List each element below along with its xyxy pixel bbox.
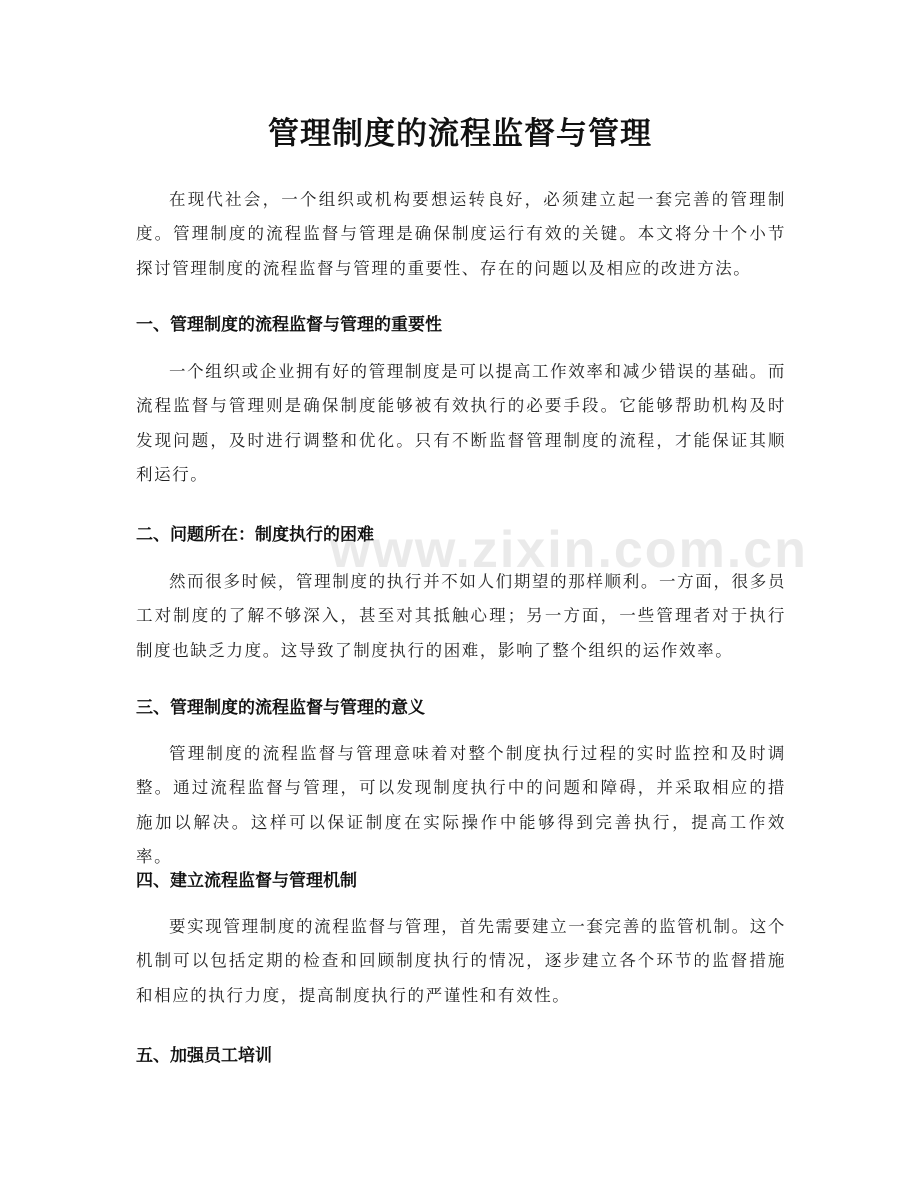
section-1-heading: 一、管理制度的流程监督与管理的重要性 <box>136 315 442 335</box>
section-2-heading: 二、问题所在：制度执行的困难 <box>136 525 374 545</box>
document-title: 管理制度的流程监督与管理 <box>268 116 652 152</box>
watermark: www.zixin.com.cn <box>330 521 808 579</box>
section-4-heading: 四、建立流程监督与管理机制 <box>136 871 357 891</box>
section-5-heading: 五、加强员工培训 <box>136 1046 272 1066</box>
intro-paragraph: 在现代社会，一个组织或机构要想运转良好，必须建立起一套完善的管理制度。管理制度的流程监督与管理是确保制度运行有效的关键。本文将分十个小节探讨管理制度的流程监督与管理的重要性、存在的问题以及相应的改进方法。 <box>136 190 786 278</box>
section-1-paragraph: 一个组织或企业拥有好的管理制度是可以提高工作效率和减少错误的基础。而流程监督与管理则是确保制度能够被有效执行的必要手段。它能够帮助机构及时发现问题，及时进行调整和优化。只有不断监督管理制度的流程，才能保证其顺利运行。 <box>136 362 786 484</box>
section-4-paragraph: 要实现管理制度的流程监督与管理，首先需要建立一套完善的监管机制。这个机制可以包括定期的检查和回顾制度执行的情况，逐步建立各个环节的监督措施和相应的执行力度，提高制度执行的严谨性和有效性。 <box>136 917 786 1005</box>
section-2-paragraph: 然而很多时候，管理制度的执行并不如人们期望的那样顺利。一方面，很多员工对制度的了解不够深入，甚至对其抵触心理；另一方面，一些管理者对于执行制度也缺乏力度。这导致了制度执行的困难，影响了整个组织的运作效率。 <box>136 572 786 660</box>
section-3-heading: 三、管理制度的流程监督与管理的意义 <box>136 698 425 718</box>
section-3-paragraph: 管理制度的流程监督与管理意味着对整个制度执行过程的实时监控和及时调整。通过流程监督与管理，可以发现制度执行中的问题和障碍，并采取相应的措施加以解决。这样可以保证制度在实际操作中能够得到完善执行，提高工作效率。 <box>136 744 786 866</box>
